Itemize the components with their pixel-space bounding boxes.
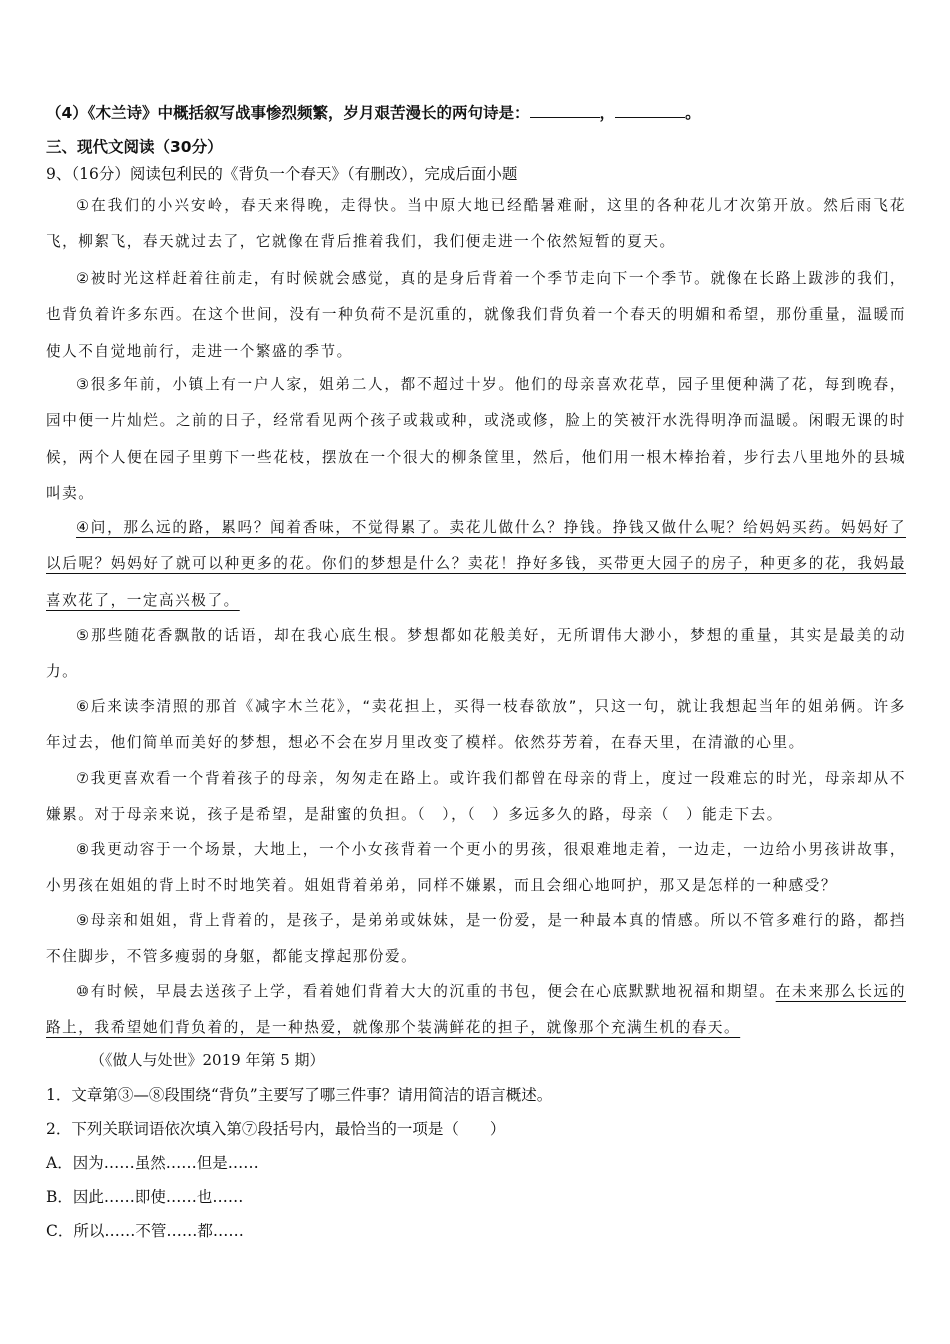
answer-blank-1[interactable] [530, 103, 600, 118]
question-9-header: 9、（16分）阅读包利民的《背负一个春天》（有删改），完成后面小题 [46, 165, 518, 183]
option-b: B．因此……即使……也…… [46, 1188, 244, 1206]
paragraph-4-underlined-text: ④问，那么远的路，累吗？闻着香味，不觉得累了。卖花儿做什么？挣钱。挣钱又做什么呢？给妈妈买药。妈妈好了以后呢？妈妈好了就可以种更多的花。你们的梦想是什么？卖花！挣好多钱，买带更大园子的房子，种更多的花，我妈最喜欢花了，一定高兴极了。 [46, 519, 906, 609]
subquestion-2: 2．下列关联词语依次填入第⑦段括号内，最恰当的一项是（ ） [46, 1120, 506, 1138]
option-a: A．因为……虽然……但是…… [46, 1154, 259, 1172]
paragraph-10 [46, 974, 906, 1047]
question-4-comma: ， [599, 104, 616, 122]
answer-blank-2[interactable] [615, 103, 685, 118]
paragraph-8: ⑧我更动容于一个场景，大地上，一个小女孩背着一个更小的男孩，很艰难地走着，一边走，一边给小男孩讲故事，小男孩在姐姐的背上时不时地笑着。姐姐背着弟弟，同样不嫌累，而且会细心地呵护，那又是怎样的一种感受？ [46, 841, 906, 895]
paragraph-6: ⑥后来读李清照的那首《减字木兰花》，“卖花担上，买得一枝春欲放”，只这一句，就让我想起当年的姐弟俩。许多年过去，他们简单而美好的梦想，想必不会在岁月里改变了模样。依然芬芳着，在春天里，在清澈的心里。 [46, 698, 906, 752]
question-4-text: （4）《木兰诗》中概括叙写战事惨烈频繁，岁月艰苦漫长的两句诗是： [46, 104, 530, 122]
question-4-period: 。 [685, 104, 701, 122]
subquestion-1: 1．文章第③—⑧段围绕“背负”主要写了哪三件事？请用简洁的语言概述。 [46, 1086, 553, 1104]
paragraph-9: ⑨母亲和姐姐，背上背着的，是孩子，是弟弟或妹妹，是一份爱，是一种最本真的情感。所以不管多难行的路，都挡不住脚步，不管多瘦弱的身躯，都能支撑起那份爱。 [46, 912, 906, 966]
section-title: 三、现代文阅读（30分） [46, 138, 223, 156]
passage-source: （《做人与处世》2019 年第 5 期） [90, 1051, 325, 1069]
paragraph-3: ③很多年前，小镇上有一户人家，姐弟二人，都不超过十岁。他们的母亲喜欢花草，园子里便种满了花，每到晚春，园中便一片灿烂。之前的日子，经常看见两个孩子或栽或种，或浇或修，脸上的笑被汗水洗得明净而温暖。闲暇无课的时候，两个人便在园子里剪下一些花枝，摆放在一个很大的柳条筐里，然后，他们用一根木棒抬着，步行去八里地外的县城叫卖。 [46, 376, 906, 503]
paragraph-10-underlined-text: 在未来那么长远的路上，我希望她们背负着的，是一种热爱，就像那个装满鲜花的担子，就像那个充满生机的春天。 [46, 983, 906, 1037]
paragraph-4 [46, 510, 906, 619]
option-c: C．所以……不管……都…… [46, 1222, 244, 1240]
paragraph-10-text: ⑩有时候，早晨去送孩子上学，看着她们背着大大的沉重的书包，便会在心底默默地祝福和期望。 [76, 983, 776, 1000]
paragraph-1: ①在我们的小兴安岭，春天来得晚，走得快。当中原大地已经酷暑难耐，这里的各种花儿才次第开放。然后雨飞花飞，柳絮飞，春天就过去了，它就像在背后推着我们，我们便走进一个依然短暂的夏天。 [46, 197, 906, 251]
paragraph-7: ⑦我更喜欢看一个背着孩子的母亲，匆匆走在路上。或许我们都曾在母亲的背上，度过一段难忘的时光，母亲却从不嫌累。对于母亲来说，孩子是希望，是甜蜜的负担。（ ），（ ）多远多久的路，母亲（ ）能走下去。 [46, 770, 906, 824]
paragraph-5: ⑤那些随花香飘散的话语，却在我心底生根。梦想都如花般美好，无所谓伟大渺小，梦想的重量，其实是最美的动力。 [46, 627, 906, 681]
question-4-prompt [46, 101, 701, 123]
paragraph-2: ②被时光这样赶着往前走，有时候就会感觉，真的是身后背着一个季节走向下一个季节。就像在长路上跋涉的我们，也背负着许多东西。在这个世间，没有一种负荷不是沉重的，就像我们背负着一个春天的明媚和希望，那份重量，温暖而使人不自觉地前行，走进一个繁盛的季节。 [46, 270, 906, 360]
